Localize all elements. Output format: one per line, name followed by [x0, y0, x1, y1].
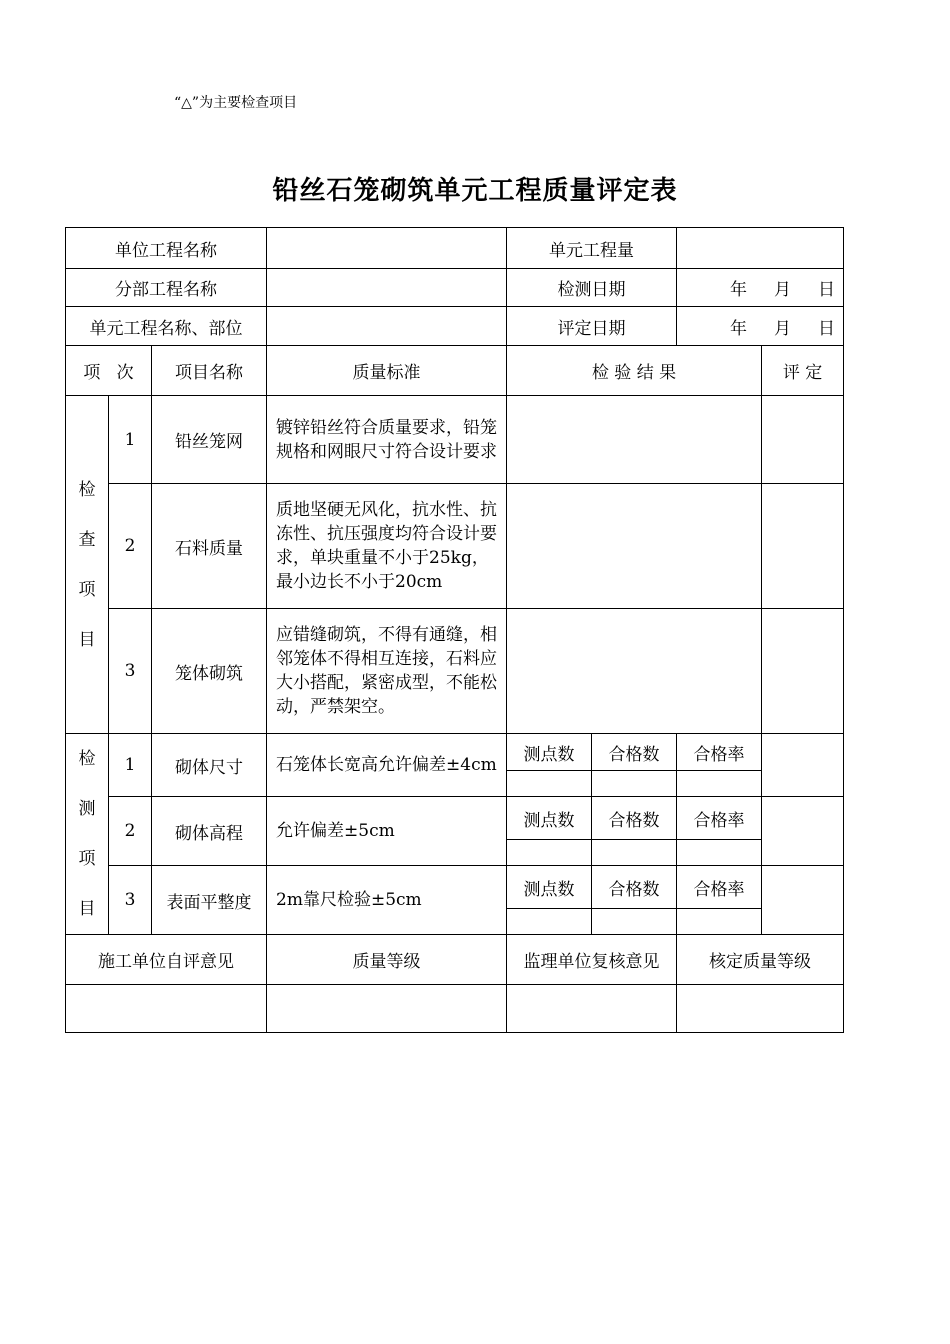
inspection-group-label — [66, 396, 109, 734]
group-char: 查 — [78, 529, 96, 550]
result-cell[interactable] — [507, 484, 762, 609]
item-no: 1 — [109, 396, 152, 484]
element-value[interactable] — [267, 307, 507, 346]
test-date-label: 检测日期 — [507, 269, 677, 307]
col-standard: 质量标准 — [267, 346, 507, 396]
points-value[interactable] — [507, 840, 592, 866]
supervisor-review-value[interactable] — [507, 985, 677, 1033]
unit-quantity-value[interactable] — [677, 228, 844, 269]
rating-cell[interactable] — [762, 734, 844, 797]
inspection-row — [66, 484, 844, 609]
item-name: 铅丝笼网 — [152, 396, 267, 484]
col-rating: 评 定 — [762, 346, 844, 396]
item-standard: 石笼体长宽高允许偏差±4cm — [267, 734, 507, 797]
column-header-row — [66, 346, 844, 396]
pass-rate-header: 合格率 — [677, 734, 762, 771]
points-header: 测点数 — [507, 734, 592, 771]
main-item-note: “△”为主要检查项目 — [174, 95, 298, 111]
eval-date-value[interactable]: 年 月 日 — [677, 307, 844, 346]
item-standard: 质地坚硬无风化，抗水性、抗冻性、抗压强度均符合设计要求，单块重量不小于25kg，最小边长不小于20cm — [267, 484, 507, 609]
item-no: 3 — [109, 866, 152, 935]
item-no: 3 — [109, 609, 152, 734]
item-standard: 2m靠尺检验±5cm — [267, 866, 507, 935]
unit-project-value[interactable] — [267, 228, 507, 269]
rating-cell[interactable] — [762, 866, 844, 935]
group-char: 检 — [78, 479, 96, 500]
item-standard: 允许偏差±5cm — [267, 797, 507, 866]
group-char: 检 — [78, 749, 96, 769]
eval-date-label: 评定日期 — [507, 307, 677, 346]
item-name: 笼体砌筑 — [152, 609, 267, 734]
element-label: 单元工程名称、部位 — [66, 307, 267, 346]
rating-cell[interactable] — [762, 484, 844, 609]
item-standard: 镀锌铅丝符合质量要求，铅笼规格和网眼尺寸符合设计要求 — [267, 396, 507, 484]
item-no: 2 — [109, 484, 152, 609]
division-value[interactable] — [267, 269, 507, 307]
col-seq: 项 次 — [66, 346, 152, 396]
header-row-division — [66, 269, 844, 307]
passed-value[interactable] — [592, 771, 677, 797]
points-header: 测点数 — [507, 866, 592, 909]
result-cell[interactable] — [507, 396, 762, 484]
unit-project-label: 单位工程名称 — [66, 228, 267, 269]
measurement-group-label — [66, 734, 109, 935]
quality-grade-value[interactable] — [267, 985, 507, 1033]
rating-cell[interactable] — [762, 609, 844, 734]
test-date-value[interactable]: 年 月 日 — [677, 269, 844, 307]
col-result: 检 验 结 果 — [507, 346, 762, 396]
evaluation-table — [65, 227, 844, 1033]
inspection-row — [66, 609, 844, 734]
group-char: 项 — [78, 579, 96, 600]
passed-value[interactable] — [592, 909, 677, 935]
item-no: 2 — [109, 797, 152, 866]
footer-label-row — [66, 935, 844, 985]
rating-cell[interactable] — [762, 797, 844, 866]
self-eval-value[interactable] — [66, 985, 267, 1033]
result-cell[interactable] — [507, 609, 762, 734]
pass-rate-value[interactable] — [677, 840, 762, 866]
verified-grade-value[interactable] — [677, 985, 844, 1033]
passed-header: 合格数 — [592, 866, 677, 909]
item-standard: 应错缝砌筑，不得有通缝，相邻笼体不得相互连接，石料应大小搭配，紧密成型，不能松动，严禁架空。 — [267, 609, 507, 734]
self-eval-label: 施工单位自评意见 — [66, 935, 267, 985]
group-char: 目 — [78, 899, 96, 919]
pass-rate-value[interactable] — [677, 771, 762, 797]
measurement-row-top — [66, 866, 844, 909]
group-char: 测 — [78, 799, 96, 819]
col-item-name: 项目名称 — [152, 346, 267, 396]
rating-cell[interactable] — [762, 396, 844, 484]
unit-quantity-label: 单元工程量 — [507, 228, 677, 269]
item-name: 砌体高程 — [152, 797, 267, 866]
division-label: 分部工程名称 — [66, 269, 267, 307]
inspection-row — [66, 396, 844, 484]
passed-header: 合格数 — [592, 734, 677, 771]
pass-rate-header: 合格率 — [677, 866, 762, 909]
points-value[interactable] — [507, 909, 592, 935]
measurement-row-top — [66, 734, 844, 771]
item-name: 砌体尺寸 — [152, 734, 267, 797]
header-row-unit — [66, 228, 844, 269]
group-char: 项 — [78, 849, 96, 869]
pass-rate-header: 合格率 — [677, 797, 762, 840]
form-title: 铅丝石笼砌筑单元工程质量评定表 — [272, 176, 678, 206]
points-header: 测点数 — [507, 797, 592, 840]
pass-rate-value[interactable] — [677, 909, 762, 935]
item-no: 1 — [109, 734, 152, 797]
item-name: 表面平整度 — [152, 866, 267, 935]
quality-grade-label: 质量等级 — [267, 935, 507, 985]
measurement-row-top — [66, 797, 844, 840]
footer-value-row — [66, 985, 844, 1033]
header-row-element — [66, 307, 844, 346]
item-name: 石料质量 — [152, 484, 267, 609]
verified-grade-label: 核定质量等级 — [677, 935, 844, 985]
points-value[interactable] — [507, 771, 592, 797]
group-char: 目 — [78, 629, 96, 650]
supervisor-review-label: 监理单位复核意见 — [507, 935, 677, 985]
passed-value[interactable] — [592, 840, 677, 866]
passed-header: 合格数 — [592, 797, 677, 840]
